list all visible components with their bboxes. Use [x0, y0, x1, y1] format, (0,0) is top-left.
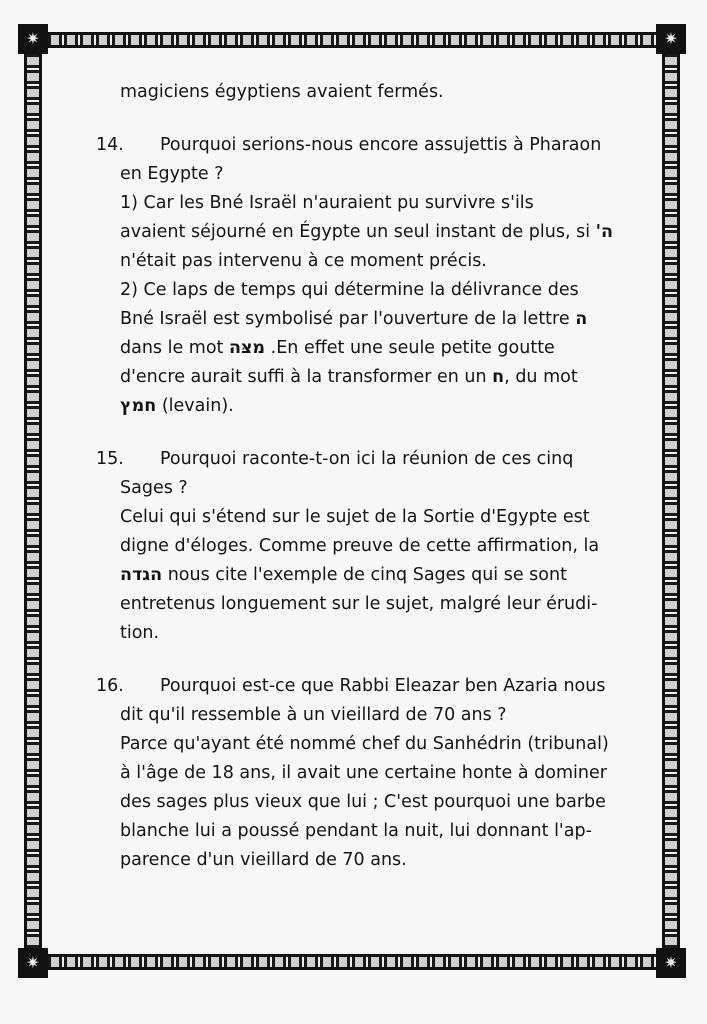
corner-ornament-icon: ✷ [656, 24, 686, 54]
frame-left-border [24, 38, 42, 964]
hebrew-word: הגדה [120, 565, 163, 585]
answer-line: dans le mot מצּה .En effet une seule petite goutte [120, 338, 555, 358]
frame-right-border [662, 38, 680, 964]
answer-line: חמץ (levain). [120, 396, 234, 416]
question-number: 15. [96, 449, 124, 469]
question-14 [96, 131, 641, 421]
question-16 [96, 672, 641, 875]
hebrew-letter: ח [492, 367, 505, 387]
question-number: 14. [96, 135, 124, 155]
answer-line: parence d'un vieillard de 70 ans. [120, 850, 407, 870]
answer-line: Celui qui s'étend sur le sujet de la Sortie d'Egypte est [120, 507, 590, 527]
question-title: Pourquoi raconte-t-on ici la réunion de ces cinq [160, 449, 574, 469]
answer-line: digne d'éloges. Comme preuve de cette affirmation, la [120, 536, 600, 556]
answer-line: Bné Israël est symbolisé par l'ouverture de la lettre ה [120, 309, 588, 329]
frame-bottom-border [32, 954, 672, 970]
question-15 [96, 445, 641, 648]
corner-ornament-icon: ✷ [18, 948, 48, 978]
answer-line: n'était pas intervenu à ce moment précis. [120, 251, 487, 271]
hebrew-word: מצּה [228, 338, 266, 358]
hebrew-letter: ה [575, 309, 588, 329]
answer-line: 2) Ce laps de temps qui détermine la délivrance des [120, 280, 579, 300]
answer-line: blanche lui a poussé pendant la nuit, lui donnant l'ap- [120, 821, 592, 841]
question-title-cont: en Egypte ? [120, 164, 224, 184]
answer-line: avaient séjourné en Égypte un seul instant de plus, si 'ה [120, 222, 614, 242]
hebrew-word: חמץ [120, 396, 157, 416]
answer-line: à l'âge de 18 ans, il avait une certaine honte à dominer [120, 763, 607, 783]
answer-line: הגדה nous cite l'exemple de cinq Sages qui se sont [120, 565, 567, 585]
corner-ornament-icon: ✷ [18, 24, 48, 54]
question-number: 16. [96, 676, 124, 696]
answer-line: des sages plus vieux que lui ; C'est pourquoi une barbe [120, 792, 606, 812]
corner-ornament-icon: ✷ [656, 948, 686, 978]
answer-line: tion. [120, 623, 160, 643]
answer-line: Parce qu'ayant été nommé chef du Sanhédrin (tribunal) [120, 734, 609, 754]
question-title-cont: Sages ? [120, 478, 188, 498]
answer-line: d'encre aurait suffi à la transformer en un ח, du mot [120, 367, 578, 387]
answer-line: 1) Car les Bné Israël n'auraient pu survivre s'ils [120, 193, 534, 213]
frame-top-border [32, 32, 672, 48]
question-title-cont: dit qu'il ressemble à un vieillard de 70 ans ? [120, 705, 507, 725]
hebrew-word: 'ה [595, 222, 614, 242]
question-title: Pourquoi est-ce que Rabbi Eleazar ben Azaria nous [160, 676, 606, 696]
text-line: magiciens égyptiens avaient fermés. [120, 82, 444, 102]
answer-line: entretenus longuement sur le sujet, malgré leur érudi- [120, 594, 598, 614]
question-title: Pourquoi serions-nous encore assujettis à Pharaon [160, 135, 602, 155]
page-text [96, 78, 641, 875]
